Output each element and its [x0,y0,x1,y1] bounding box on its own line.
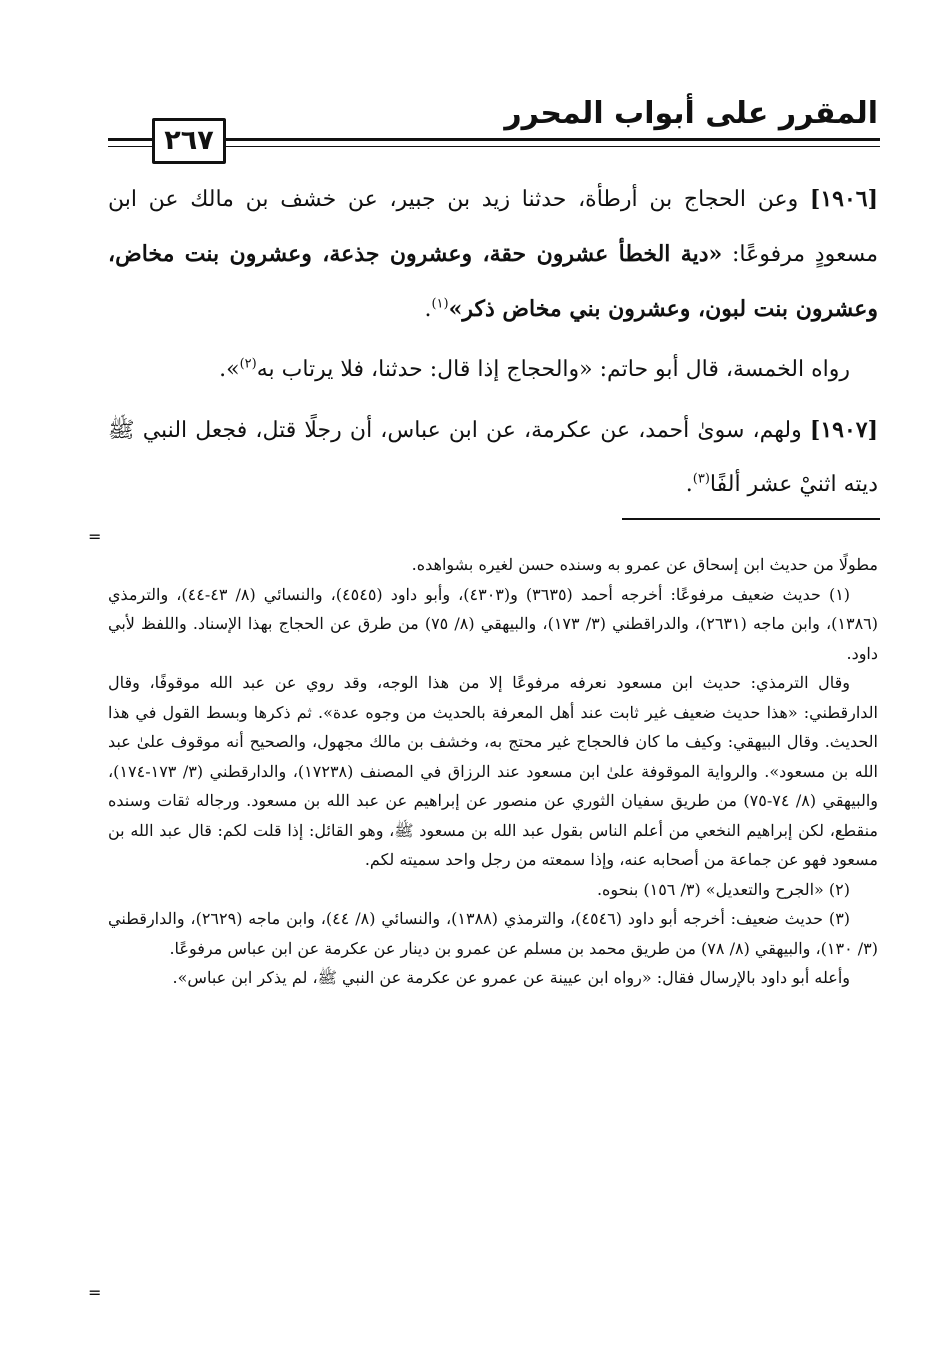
footnote-continuation: مطولًا من حديث ابن إسحاق عن عمرو به وسنده حسن لغيره بشواهده. [411,555,878,574]
footnote-ref: (١) [431,296,449,312]
hadith-number: [١٩٠٧] [809,417,878,443]
narration-text: رواه الخمسة، قال أبو حاتم: «والحجاج إذا قال: حدثنا، فلا يرتاب به [256,357,850,382]
hadith-quote: «دية الخطأ عشرون حقة، وعشرون جذعة، وعشرون بنت مخاض، وعشرون بنت لبون، وعشرون بني مخاض ذكر» [108,241,878,322]
hadith-1906 [108,172,878,337]
hadith-text: ولهم، سوىٰ أحمد، عن عكرمة، عن ابن عباس، أن رجلًا قتل، فجعل النبي ﷺ ديته اثنيْ عشر ألفًا [108,418,878,497]
sentence-end: . [424,297,432,322]
hadith-number: [١٩٠٦] [809,186,878,212]
main-text [108,172,878,518]
footnotes [108,550,878,993]
footnote-ref: (٣) [692,471,710,487]
footnote-1: (١) حديث ضعيف مرفوعًا: أخرجه أحمد (٣٦٣٥) و(٤٣٠٣)، وأبو داود (٤٥٤٥)، والنسائي (٨/ ٤٣-٤٤)، والترمذي (١٣٨٦)، وابن ماجه (٢٦٣١)، والدراقطني (٣/ ١٧٣)، والبيهقي (٨/ ٧٥) من طرق عن الحجاج بهذا الإسناد. واللفظ لأبي داود. [108,584,878,663]
sentence-end: . [685,472,693,497]
sentence-end: ». [219,357,240,382]
footnote-3: (٣) حديث ضعيف: أخرجه أبو داود (٤٥٤٦)، والترمذي (١٣٨٨)، والنسائي (٨/ ٤٤)، وابن ماجه (٢٦٢٩)، والدارقطني (٣/ ١٣٠)، والبيهقي (٨/ ٧٨) من طريق محمد بن مسلم عن عمرو بن دينار عن عكرمة عن ابن عباس مرفوعًا. [108,909,878,958]
footnote-separator [622,518,880,520]
hadith-1907 [108,403,878,512]
end-mark: = [88,1283,102,1302]
continuation-mark: = [88,527,102,546]
hadith-intro: وعن الحجاج بن أرطأة، حدثنا زيد بن جبير، عن خشف بن مالك عن ابن مسعودٍ مرفوعًا: [108,187,878,267]
footnote-2: (٢) «الجرح والتعديل» (٣/ ١٥٦) بنحوه. [596,879,850,899]
narration-note [108,343,878,397]
running-title: المقرر على أبواب المحرر [504,96,878,131]
footnote-1-commentary: وقال الترمذي: حديث ابن مسعود نعرفه مرفوعًا إلا من هذا الوجه، وقد روي عن عبد الله موقوفًا، وقال الدارقطني: «هذا حديث ضعيف غير ثابت عند أهل المعرفة بالحديث من وجوه عدة». ثم ذكرها وبسط القول في هذا الحديث. وقال البيهقي: وكيف ما كان فالحجاج غير محتج به، وخشف بن مالك مجهول، والصحيح أنه موقوف علىٰ عبد الله بن مسعود». والرواية الموقوفة علىٰ ابن مسعود عند الرزاق في المصنف (١٧٢٣٨)، والدارقطني (٣/ ١٧٣-١٧٤)، والبيهقي (٨/ ٧٤-٧٥) من طريق سفيان الثوري عن منصور عن إبراهيم عن عبد الله بن مسعود. ورجاله ثقات وسنده منقطع، لكن إبراهيم النخعي من أعلم الناس بقول عبد الله بن مسعود ﷺ، وهو القائل: إذا قلت لكم: قال عبد الله بن مسعود فهو عن جماعة من أصحابه عنه، وإذا سمعته من رجل واحد سميته لكم. [108,673,878,869]
page-number: ٢٦٧ [152,118,226,164]
footnote-3-commentary: وأعله أبو داود بالإرسال فقال: «رواه ابن عيينة عن عمرو عن عكرمة عن النبي ﷺ، لم يذكر ابن عباس». [172,968,850,987]
footnote-ref: (٢) [239,356,257,372]
